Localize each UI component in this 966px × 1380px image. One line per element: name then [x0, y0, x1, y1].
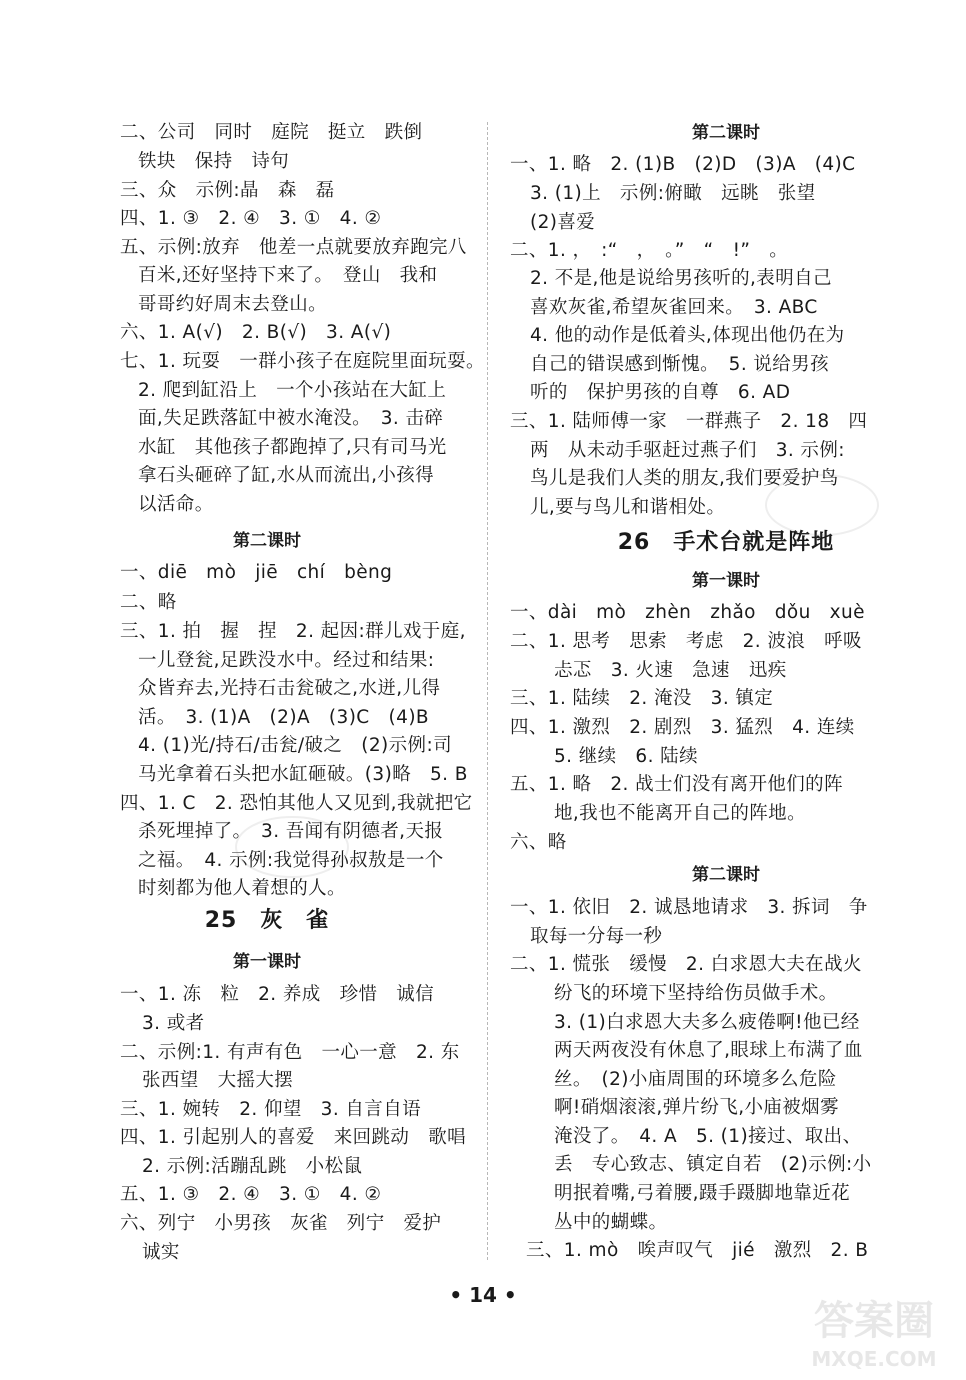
answer-line: 六、1. A(√) 2. B(√) 3. A(√)	[120, 322, 392, 343]
answer-line: 取每一分每一秒	[530, 926, 663, 947]
answer-line: 自己的错误感到惭愧。 5. 说给男孩	[530, 354, 829, 375]
answer-line: 铁块 保持 诗句	[138, 151, 290, 172]
answer-line: 马光拿着石头把水缸砸破。(3)略 5. B	[138, 764, 468, 785]
answer-line: 四、1. C 2. 恐怕其他人又见到,我就把它	[120, 793, 473, 814]
answer-line: (2)喜爱	[530, 212, 596, 233]
answer-line: 面,失足跌落缸中被水淹没。 3. 击碎	[138, 408, 444, 429]
answer-line: 淹没了。 4. A 5. (1)接过、取出、	[554, 1126, 862, 1147]
lesson-title: 26 手术台就是阵地	[617, 530, 835, 555]
answer-line: 四、1. ③ 2. ④ 3. ① 4. ②	[120, 208, 382, 229]
answer-line: 拿石头砸碎了缸,水从而流出,小孩得	[138, 465, 435, 486]
section-heading: 第一课时	[233, 952, 301, 972]
answer-line: 五、示例:放弃 他差一点就要放弃跑完八	[120, 237, 467, 258]
answer-line: 啊!硝烟滚滚,弹片纷飞,小庙被烟雾	[554, 1097, 839, 1118]
answer-line: 水缸 其他孩子都跑掉了,只有司马光	[138, 437, 447, 458]
answer-line: 三、1. 陆师傅一家 一群燕子 2. 18 四	[510, 411, 868, 432]
svg-text:答案圈: 答案圈	[814, 1298, 934, 1344]
answer-line: 三、众 示例:晶 森 磊	[120, 180, 335, 201]
answer-line: 杀死埋掉了。 3. 吾闻有阴德者,天报	[138, 821, 444, 842]
answer-line: 二、公司 同时 庭院 挺立 跌倒	[120, 122, 423, 143]
answer-line: 3. 或者	[142, 1013, 205, 1034]
answer-line: 忐忑 3. 火速 急速 迅疾	[554, 660, 787, 681]
answer-line: 2. 不是,他是说给男孩听的,表明自己	[530, 268, 832, 289]
answer-line: 二、1. 思考 思索 考虑 2. 波浪 呼吸	[510, 631, 862, 652]
answer-line: 4. 他的动作是低着头,体现出他仍在为	[530, 325, 845, 346]
answer-line: 2. 爬到缸沿上 一个小孩站在大缸上	[138, 380, 447, 401]
answer-line: 二、1. 慌张 缓慢 2. 白求恩大夫在战火	[510, 954, 862, 975]
answer-line: 两天两夜没有休息了,眼球上布满了血	[554, 1040, 863, 1061]
answer-line: 丝。 (2)小庙周围的环境多么危险	[554, 1069, 837, 1090]
answer-line: 喜欢灰雀,希望灰雀回来。 3. ABC	[530, 297, 818, 318]
answer-line: 一、dài mò zhèn zhǎo dǒu xuè	[510, 602, 865, 623]
answer-line: 鸟儿是我们人类的朋友,我们要爱护鸟	[530, 468, 839, 489]
answer-line: 三、1. 陆续 2. 淹没 3. 镇定	[510, 688, 774, 709]
answer-line: 百米,还好坚持下来了。 登山 我和	[138, 265, 438, 286]
answer-line: 2. 示例:活蹦乱跳 小松鼠	[142, 1156, 363, 1177]
answer-line: 一、1. 略 2. (1)B (2)D (3)A (4)C	[510, 154, 856, 175]
answer-line: 儿,要与鸟儿和谐相处。	[530, 497, 726, 518]
answer-line: 时刻都为他人着想的人。	[138, 878, 346, 899]
answer-line: 明抿着嘴,弓着腰,蹑手蹑脚地靠近花	[554, 1183, 851, 1204]
answer-line: 诚实	[142, 1242, 180, 1263]
answer-line: 六、列宁 小男孩 灰雀 列宁 爱护	[120, 1213, 442, 1234]
answer-line: 一、1. 冻 粒 2. 养成 珍惜 诚信	[120, 984, 435, 1005]
section-heading: 第一课时	[692, 571, 760, 591]
answer-line: 纷飞的环境下坚持给伤员做手术。	[554, 983, 838, 1004]
answer-line: 五、1. ③ 2. ④ 3. ① 4. ②	[120, 1184, 382, 1205]
section-heading: 第二课时	[233, 531, 301, 551]
answer-line: 众皆弃去,光持石击瓮破之,水迸,儿得	[138, 678, 441, 699]
answer-line: 三、1. 拍 握 捏 2. 起因:群儿戏于庭,	[120, 621, 466, 642]
answer-line: 四、1. 激烈 2. 剧烈 3. 猛烈 4. 连续	[510, 717, 855, 738]
answer-line: 活。 3. (1)A (2)A (3)C (4)B	[138, 707, 430, 728]
answer-line: 哥哥约好周末去登山。	[138, 294, 328, 315]
lesson-title: 25 灰 雀	[204, 908, 330, 933]
answer-line: 二、略	[120, 592, 177, 613]
answer-line: 五、1. 略 2. 战士们没有离开他们的阵	[510, 774, 843, 795]
answer-line: 听的 保护男孩的自尊 6. AD	[530, 382, 791, 403]
section-heading: 第二课时	[692, 123, 760, 143]
answer-line: 六、略	[510, 832, 567, 853]
answer-line: 一、1. 依旧 2. 诚恳地请求 3. 拆词 争	[510, 897, 868, 918]
answer-line: 四、1. 引起别人的喜爱 来回跳动 歌唱	[120, 1127, 467, 1148]
answer-line: 以活命。	[138, 494, 214, 515]
answer-line: 三、1. 婉转 2. 仰望 3. 自言自语	[120, 1099, 421, 1120]
page-number: • 14 •	[449, 1283, 517, 1307]
answer-line: 5. 继续 6. 陆续	[554, 746, 698, 767]
svg-text:MXQE.COM: MXQE.COM	[811, 1347, 937, 1371]
section-heading: 第二课时	[692, 865, 760, 885]
answer-line: 之福。 4. 示例:我觉得孙叔敖是一个	[138, 850, 444, 871]
answer-line: 两 从未动手驱赶过燕子们 3. 示例:	[530, 440, 845, 461]
answer-line: 张西望 大摇大摆	[142, 1070, 294, 1091]
answer-line: 丢 专心致志、镇定自若 (2)示例:小	[554, 1154, 872, 1175]
answer-line: 七、1. 玩耍 一群小孩子在庭院里面玩耍。	[120, 351, 485, 372]
answer-line: 一、diē mò jiē chí bèng	[120, 562, 393, 583]
answer-line: 一儿登瓮,足跌没水中。经过和结果:	[138, 650, 435, 671]
answer-line: 三、1. mò 唉声叹气 jié 激烈 2. B	[526, 1240, 869, 1261]
answer-line: 丛中的蝴蝶。	[554, 1212, 668, 1233]
answer-line: 4. (1)光/持石/击瓮/破之 (2)示例:司	[138, 735, 452, 756]
answer-line: 二、示例:1. 有声有色 一心一意 2. 东	[120, 1042, 460, 1063]
column-divider	[487, 122, 488, 1260]
answer-line: 地,我也不能离开自己的阵地。	[554, 803, 806, 824]
answer-line: 二、1. ， :“ ， 。” “ !” 。	[510, 240, 789, 261]
answer-line: 3. (1)上 示例:俯瞰 远眺 张望	[530, 183, 816, 204]
answer-line: 3. (1)白求恩大夫多么疲倦啊!他已经	[554, 1012, 860, 1033]
